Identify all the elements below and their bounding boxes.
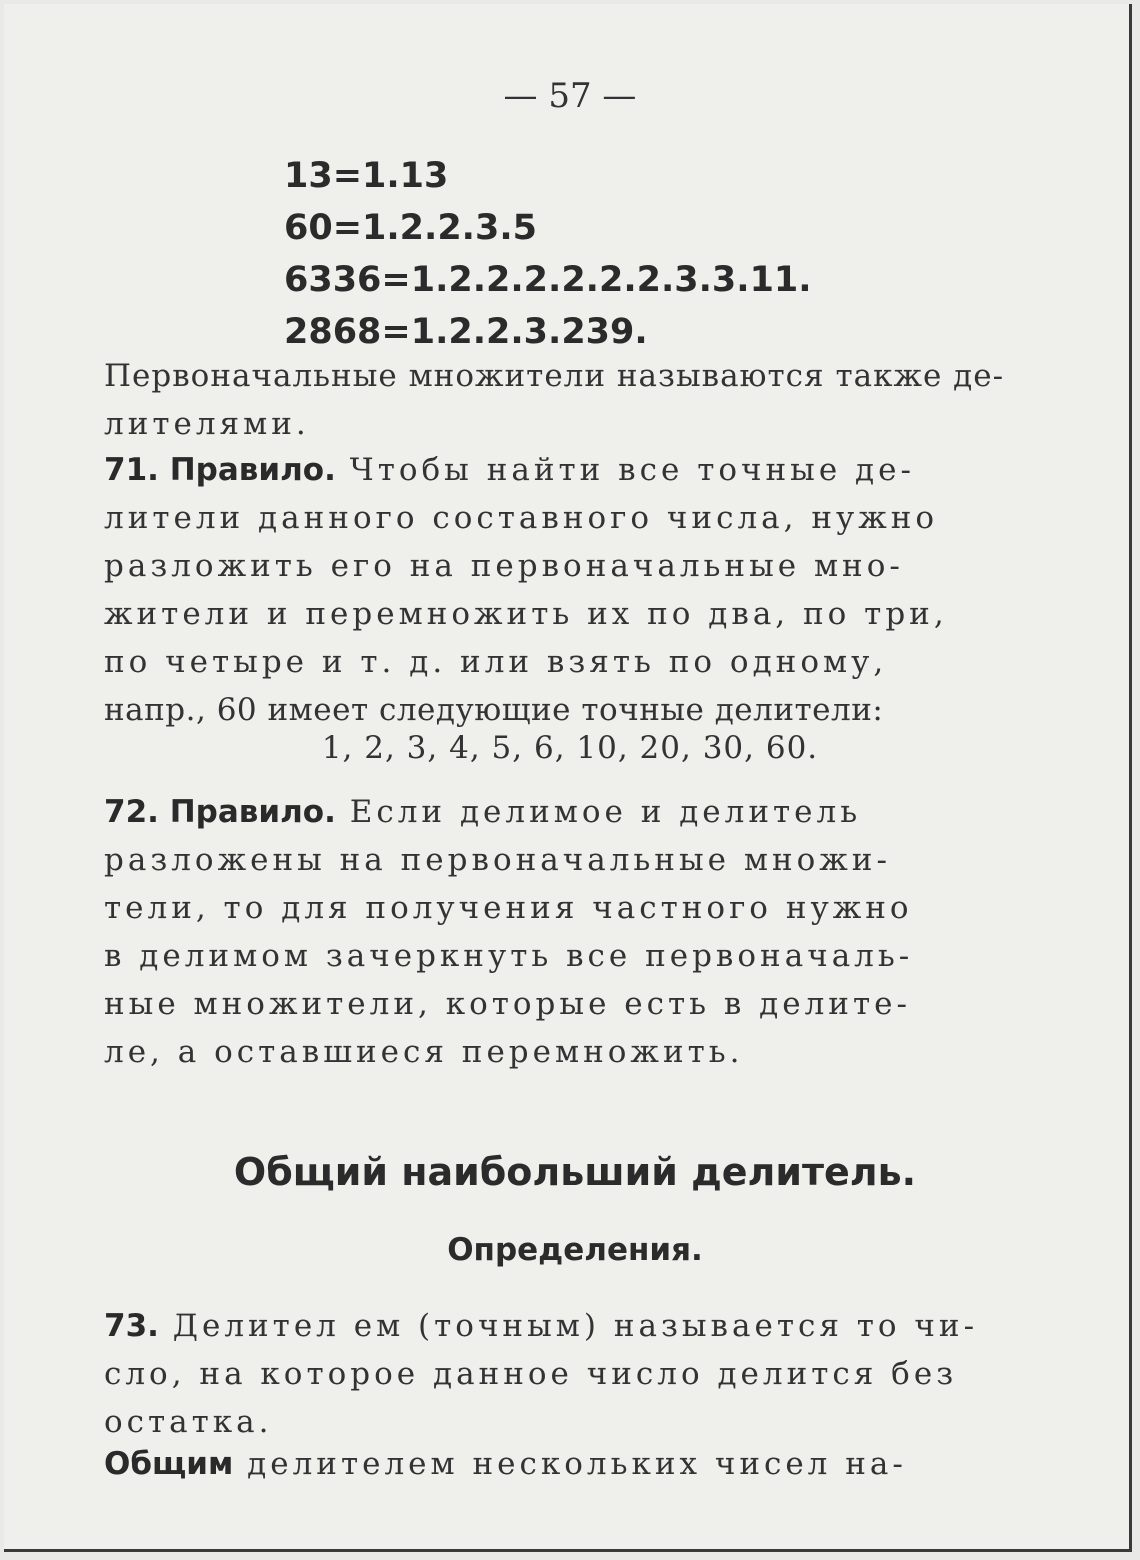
factorization-line: 2868=1.2.2.3.239. [284, 312, 648, 352]
factorization-list [284, 150, 812, 358]
factorization-line: 13=1.13 [284, 156, 449, 196]
text-line: ле, а оставшиеся перемножить. [104, 1034, 744, 1070]
text-line: Первоначальные множители называются также де- [104, 358, 1005, 394]
text-line: разложить его на первоначальные мно- [104, 548, 904, 584]
divisors-line: 1, 2, 3, 4, 5, 6, 10, 20, 30, 60. [321, 730, 819, 766]
text-line: сло, на которое данное число делится без [104, 1356, 958, 1392]
text-line: лители данного составного числа, нужно [104, 500, 939, 536]
subsection-title: Определения. [447, 1232, 703, 1268]
text-line: жители и перемножить их по два, по три, [104, 596, 948, 632]
text-line: ные множители, которые есть в делите- [104, 986, 911, 1022]
text-line: остатка. [104, 1404, 273, 1440]
page-number: — 57 — [503, 76, 637, 116]
rule-71-paragraph [104, 446, 1044, 734]
text-line: в делимом зачеркнуть все первоначаль- [104, 938, 914, 974]
text-line: Если делимое и делитель [335, 794, 862, 830]
text-line: Делител ем (точным) называется то чи- [158, 1308, 979, 1344]
text-line: Чтобы найти все точные де- [335, 452, 915, 488]
rule-71-label: 71. Правило. [104, 452, 336, 488]
text-line: тели, то для получения частного нужно [104, 890, 913, 926]
text-line: разложены на первоначальные множи- [104, 842, 891, 878]
text-line: по четыре и т. д. или взять по одному, [104, 644, 888, 680]
common-divisor-label: Общим [104, 1446, 234, 1482]
rule-72-paragraph [104, 788, 1044, 1076]
factorization-line: 60=1.2.2.3.5 [284, 208, 537, 248]
definition-73-paragraph [104, 1302, 1044, 1446]
section-title: Общий наибольший делитель. [233, 1150, 917, 1194]
text-line: делителем нескольких чисел на- [233, 1446, 907, 1482]
text-line: напр., 60 имеет следующие точные делители: [104, 692, 884, 728]
text-line: лителями. [104, 406, 310, 442]
definition-73-label: 73. [104, 1308, 159, 1344]
common-divisor-paragraph [104, 1440, 1044, 1488]
factorization-line: 6336=1.2.2.2.2.2.2.3.3.11. [284, 260, 812, 300]
rule-72-label: 72. Правило. [104, 794, 336, 830]
intro-paragraph [104, 352, 1044, 448]
